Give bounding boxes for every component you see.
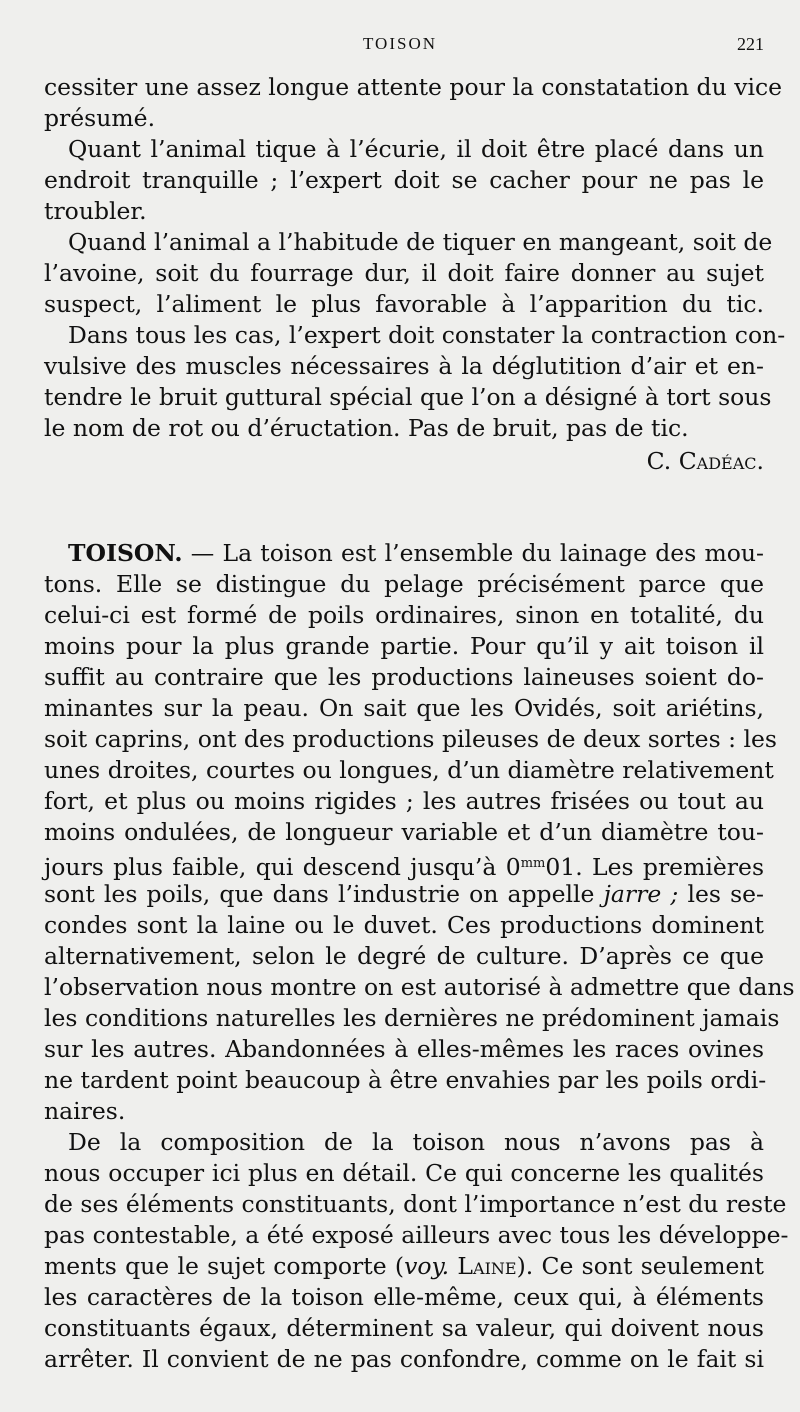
text-line: tons. Elle se distingue du pelage précisément parce que [44,570,764,598]
text-line: nous occuper ici plus en détail. Ce qui concerne les qualités [44,1159,764,1187]
text-line: Quand l’animal a l’habitude de tiquer en mangeant, soit de [68,228,773,256]
text-line: moins pour la plus grande partie. Pour qu’il y ait toison il [44,632,764,660]
italic-term: jarre ; [603,880,679,908]
text-line: les conditions naturelles les dernières ne prédominent jamais [44,1004,780,1032]
text-line: l’avoine, soit du fourrage dur, il doit faire donner au sujet [44,259,764,287]
text-line: troubler. [44,197,147,225]
page-header [0,34,800,58]
text-segment: les se- [687,880,764,908]
text-line: ne tardent point beaucoup à être envahies par les poils ordi- [44,1066,767,1094]
entry-first-line [68,538,764,569]
text-line: unes droites, courtes ou longues, d’un diamètre relativement [44,756,774,784]
entry-head-word: TOISON. [68,539,183,567]
entry-line-rest: — La toison est l’ensemble du lainage des mou- [190,539,764,567]
text-line: Quant l’animal tique à l’écurie, il doit être placé dans un [68,135,764,163]
text-line: endroit tranquille ; l’expert doit se cacher pour ne pas le [44,166,764,194]
text-line [44,848,764,883]
text-line: moins ondulées, de longueur variable et d’un diamètre tou- [44,818,764,846]
italic-term: voy. [404,1252,450,1280]
text-line: naires. [44,1097,126,1125]
text-line: tendre le bruit guttural spécial que l’on a désigné à tort sous [44,383,772,411]
text-segment: jours plus faible, qui descend jusqu’à 0 [44,853,521,881]
signature-name: Cadéac. [678,447,764,475]
text-segment: 01. Les premières [545,853,765,881]
running-title: TOISON [362,34,438,53]
text-line: vulsive des muscles nécessaires à la déglutition d’air et en- [44,352,764,380]
text-line [44,1251,764,1282]
text-line: les caractères de la toison elle-même, ceux qui, à éléments [44,1283,764,1311]
cross-reference: Laine [457,1252,517,1280]
text-line: cessiter une assez longue attente pour la constatation du vice [44,73,783,101]
text-line: présumé. [44,104,156,132]
text-line: celui-ci est formé de poils ordinaires, sinon en totalité, du [44,601,764,629]
text-segment: ments que le sujet comporte ( [44,1252,405,1280]
text-line: soit caprins, ont des productions pileuses de deux sortes : les [44,725,777,753]
signature-initial: C. [646,447,672,475]
text-line: le nom de rot ou d’éructation. Pas de bruit, pas de tic. [44,414,689,442]
text-line: Dans tous les cas, l’expert doit constater la contraction con- [68,321,786,349]
text-segment: ). Ce sont seulement [516,1252,764,1280]
text-line: fort, et plus ou moins rigides ; les autres frisées ou tout au [44,787,764,815]
text-line: condes sont la laine ou le duvet. Ces productions dominent [44,911,764,939]
text-line: arrêter. Il convient de ne pas confondre, comme on le fait si [44,1345,764,1373]
text-line: l’observation nous montre on est autorisé à admettre que dans [44,973,795,1001]
text-line: De la composition de la toison nous n’avons pas à [68,1128,764,1156]
text-line: pas contestable, a été exposé ailleurs avec tous les développe- [44,1221,789,1249]
page-number: 221 [737,34,764,54]
text-line: de ses éléments constituants, dont l’importance n’est du reste [44,1190,787,1218]
text-line: minantes sur la peau. On sait que les Ovidés, soit ariétins, [44,694,764,722]
text-line: suffit au contraire que les productions laineuses soient do- [44,663,764,691]
text-line: alternativement, selon le degré de culture. D’après ce que [44,942,764,970]
text-line: suspect, l’aliment le plus favorable à l’apparition du tic. [44,290,764,318]
text-line: sur les autres. Abandonnées à elles-mêmes les races ovines [44,1035,764,1063]
author-signature [44,446,764,477]
text-line [44,879,764,910]
text-line: constituants égaux, déterminent sa valeur, qui doivent nous [44,1314,764,1342]
unit-superscript: mm [520,856,546,871]
text-segment: sont les poils, que dans l’industrie on appelle [44,880,595,908]
